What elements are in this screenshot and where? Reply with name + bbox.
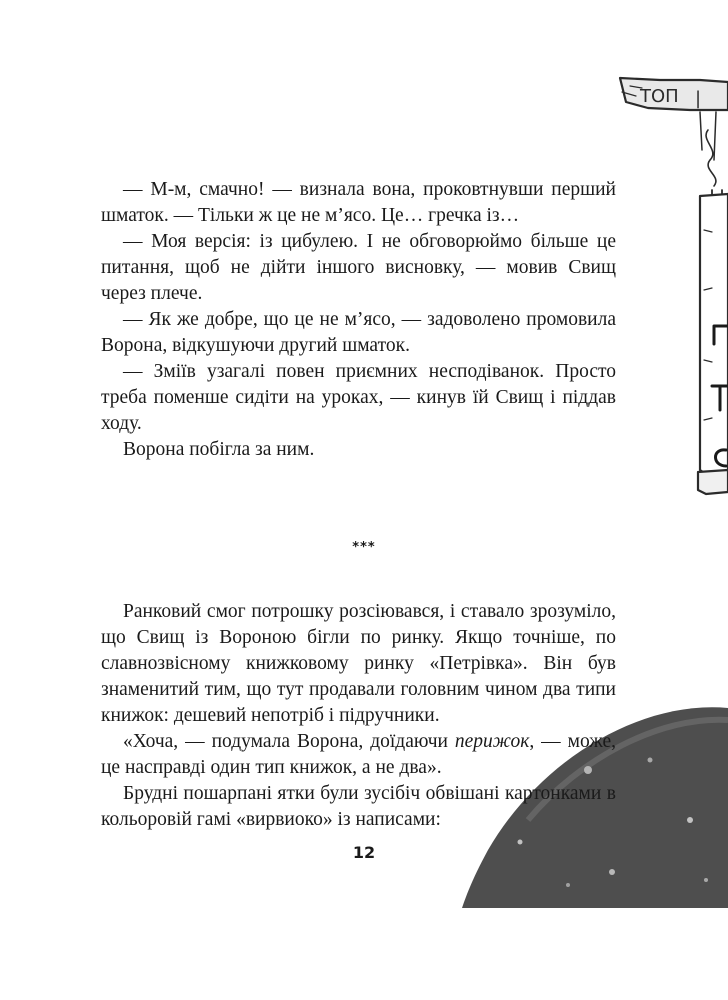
paragraph: — Зміїв узагалі повен приємних несподіванок. Просто треба поменше сидіти на уроках, — кинув їй Свищ і піддав ходу.	[101, 361, 616, 434]
paragraph: — Моя версія: із цибулею. І не обговорюймо більше це питання, щоб не дійти іншого висновку, — мовив Свищ через плече.	[101, 231, 616, 304]
hanging-sign-illustration	[620, 78, 728, 494]
emphasized-word: перижок	[454, 731, 530, 752]
section-separator: ***	[352, 540, 376, 555]
sign-mark: |	[695, 88, 702, 109]
paragraph: Ранковий смог потрошку розсіювався, і ставало зрозуміло, що Свищ із Вороною бігли по ринку. Якщо точніше, по славнозвісному книжковому ринку «Петрівка». Він був знаменитий тим, що тут продавали головним чином два типи книжок: дешевий непотріб і підручники.	[101, 601, 616, 726]
quote-end: , — може, це насправді один тип книжок, а не два».	[101, 731, 616, 778]
text-block-2	[101, 599, 616, 833]
paragraph: Брудні пошарпані ятки були зусібіч обвішані картонками в кольоровій гамі «вирвиоко» із написами:	[101, 783, 616, 830]
quote-paragraph	[101, 729, 616, 781]
paragraph: Ворона побігла за ним.	[123, 439, 315, 460]
paragraph: — М-м, смачно! — визнала вона, проковтнувши перший шматок. — Тільки ж це не м’ясо. Це… гречка із…	[101, 179, 616, 226]
page-number: 12	[352, 843, 376, 862]
paragraph: — Як же добре, що це не м’ясо, — задоволено промовила Ворона, відкушуючи другий шматок.	[101, 309, 616, 356]
quote-start: «Хоча, — подумала Ворона, доїдаючи	[123, 731, 455, 752]
text-block-1	[101, 177, 616, 463]
sign-text: ТОП	[640, 86, 679, 107]
